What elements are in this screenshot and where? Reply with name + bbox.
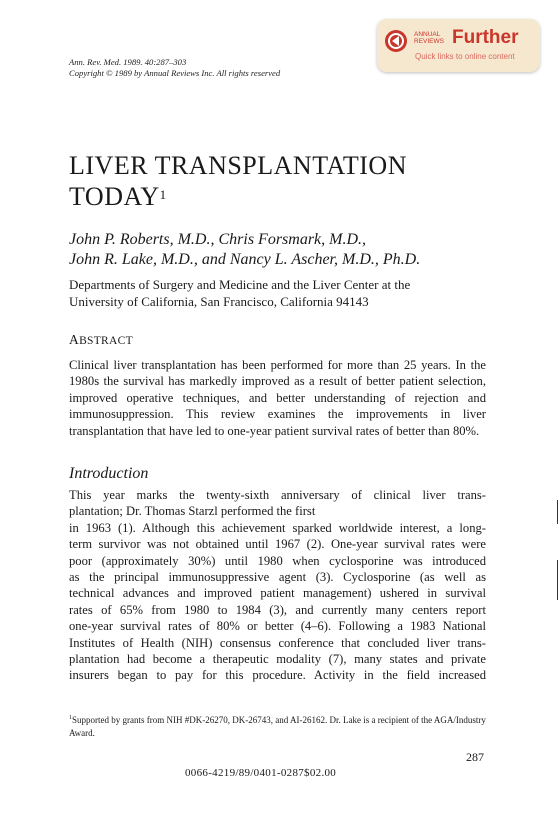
body-line: one-year survival rates of 80% or better (4–6). Following a 1983 National — [69, 619, 486, 634]
abstract-heading-initial: A — [69, 332, 80, 347]
journal-citation: Ann. Rev. Med. 1989. 40:287–303 — [69, 57, 187, 67]
abstract-text: Clinical liver transplantation has been performed for more than 25 years. In the 1980s the survival has markedly improved as a result of better patient selection, improved operative techniques, and better understanding of rejection and immunosuppression. This review examines the improvements in liver transplantation that have led to one-year patient survival rates of better than 80%. — [69, 358, 486, 438]
scan-edge-mark — [557, 500, 558, 524]
affiliation-line2: University of California, San Francisco, California 94143 — [69, 294, 369, 309]
arrow-left-icon — [392, 36, 399, 46]
abstract-heading-rest: BSTRACT — [79, 335, 133, 347]
banner-publisher-label — [414, 31, 444, 45]
footnote — [69, 712, 486, 740]
author-list — [69, 230, 420, 270]
title-line2: TODAY — [69, 182, 160, 211]
body-line: term survivor was not obtained until 1967 (2). One-year survival rates were — [69, 537, 486, 552]
body-line: This year marks the twenty-sixth anniversary of clinical liver trans- — [69, 488, 486, 502]
authors-line1: John P. Roberts, M.D., Chris Forsmark, M.D., — [69, 231, 367, 248]
abstract-heading — [69, 332, 133, 348]
affiliation-line1: Departments of Surgery and Medicine and the Liver Center at the — [69, 277, 411, 292]
body-line: poor (approximately 30%) until 1980 when cyclosporine was introduced — [69, 553, 486, 568]
page-number: 287 — [466, 750, 484, 764]
body-line: plantation had become a therapeutic modality (7), many states and private — [69, 651, 486, 666]
banner-subtitle: Quick links to online content — [415, 52, 515, 61]
article-code: 0066-4219/89/0401-0287$02.00 — [185, 767, 337, 779]
banner-small-line1: ANNUAL — [414, 31, 441, 38]
introduction-heading: Introduction — [69, 465, 149, 482]
further-banner-link[interactable] — [377, 19, 540, 72]
authors-line2: John R. Lake, M.D., and Nancy L. Ascher, M.D., Ph.D. — [69, 251, 421, 268]
title-line1: LIVER TRANSPLANTATION — [69, 151, 407, 180]
body-line: plantation; Dr. Thomas Starzl performed the first — [69, 504, 316, 519]
journal-citation-block — [69, 57, 280, 79]
banner-small-line2: REVIEWS — [414, 38, 444, 45]
body-line: rates of 65% from 1980 to 1984 (3), and currently many centers report — [69, 602, 486, 617]
article-title — [69, 150, 407, 212]
footnote-marker: 1 — [69, 715, 72, 721]
title-footnote-marker[interactable]: 1 — [159, 187, 167, 202]
banner-brand: Further — [452, 27, 519, 48]
footnote-text: Supported by grants from NIH #DK-26270, DK-26743, and AI-26162. Dr. Lake is a recipient of the AGA/Industry Award. — [69, 715, 486, 738]
affiliation — [69, 276, 410, 310]
body-line: technical advances and improved patient management) ushered in survival — [69, 586, 486, 601]
body-line: in 1963 (1). Although this achievement sparked worldwide interest, a long- — [69, 520, 486, 535]
body-line: insurers began to pay for this procedure. Activity in the field increased — [69, 668, 486, 683]
introduction-body — [69, 487, 486, 684]
scan-edge-mark — [557, 560, 558, 600]
body-line: Institutes of Health (NIH) consensus conference that concluded liver trans- — [69, 635, 486, 650]
copyright-line: Copyright © 1989 by Annual Reviews Inc. All rights reserved — [69, 68, 281, 78]
body-line: as the principal immunosuppressive agent (3). Cyclosporine (as well as — [69, 569, 486, 584]
